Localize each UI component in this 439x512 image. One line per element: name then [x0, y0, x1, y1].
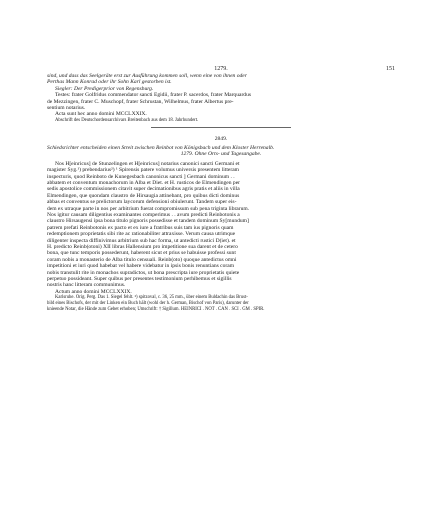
testes-line-1: Testes: frater Golfridus commendator sancti Egidii, frater P. sacerdos, frater Marquardus	[55, 92, 251, 99]
body-line-13: diligenter inspecta diffinivimus arbitrium sub hac forma, ut antedicti rustici D(iet). et	[47, 237, 236, 244]
carryover-line-1: sind, und dass das Seelgeräte erst zur Ausführung kommen soll, wenn eine von ihnen oder	[47, 73, 247, 79]
acta-line-2: Actum anno domini MCCLXXIX.	[55, 288, 132, 295]
body-line-11: patrem prefati Reinbotonis ex pacto et ex iure a fratribus suis tam ius pignoris quam	[47, 224, 234, 231]
acta-line-1: Acta sunt hec anno domini MCCLXXIX.	[55, 111, 147, 118]
body-line-2: magister Syg.¹) prebendarius²) ¹ Spirensis patere volumus universis presentem litteram	[47, 167, 239, 174]
source-note-1: Abschrift des Deutschordensarchivars Breitenbach aus dem 18. Jahrhundert.	[55, 117, 199, 123]
body-line-8: dem ex utraque parte in nos per arbitrium fuerat compromissum sub pena triginta librarum.	[47, 205, 250, 212]
body-line-15: bona, que tunc temporis possederunt, haberent sicut et prius se habuisse professi sunt	[47, 250, 236, 257]
body-line-6: Elmendingen, que quondam claustro de Hirsaugia attinebant, pro quibus dicti dominus	[47, 192, 240, 199]
source-note-2-line-3: knieende Notar, die Hände zum Gebet erhoben; Umschrift: † Sigillum. HEINRICI . NOT . CAN . SCI . GM . SPIR.	[47, 306, 265, 312]
body-line-16: coram nobis a monasterio de Alba titulo censuali. Reinb(oto) quoque antedictus omni	[47, 256, 237, 263]
document-number: 2849.	[214, 135, 228, 142]
source-note-2-line-2: bild eines Bischofs, der mit der Linken ein Buch hält (wohl der h. German, Bischof von Paris), darunter der	[47, 301, 249, 306]
body-line-5: sedis apostolice commissionem citavit super decimationibus agris pratis et aliis in villa	[47, 186, 240, 193]
page-number: 151	[386, 66, 395, 72]
body-line-20: nostris hanc litteram communimus.	[47, 282, 126, 289]
source-note-2-line-1: Karlsruhe. Orig. Perg. Das 1. Siegel fehlt. ²) spitzoval, c. 36, 25 mm., über einem Buldachin das Brust-	[55, 295, 248, 301]
summary-line-2: 1279. Ohne Orts- und Tagesangabe.	[180, 151, 262, 158]
siegler-line: Siegler: Der Predigerprior von Regensburg.	[55, 85, 154, 92]
body-line-17: impetitioni et iuri quod habebat vel habere videbatur in ipsis bonis renuntians coram	[47, 263, 235, 270]
body-line-4: abbatem et conventum monachorum in Alba et Diet. et H. rusticos de Elmendingen per	[47, 179, 241, 186]
body-line-12: redemptionem proprietatis sibi rite ac rationabiliter attraxisse. Verum causa utrimque	[47, 231, 236, 238]
testes-line-2: de Mezzingen, frater C. Muschopf, frater Schrustan, Wilhelmus, frater Albertus pre-	[47, 98, 234, 105]
summary-line-1: Schiedsrichter entscheiden einen Streit zwischen Reinbot von Königsbach und dem Kloster Herrenalb.	[47, 144, 275, 151]
body-line-1: Nos H[einricus] de Stunzelingen et H[einricus] notarius canonici sancti Germani et	[55, 160, 240, 167]
testes-line-3: sentium notarius.	[47, 105, 86, 112]
body-line-10: claustro Hirsaugensi ipsa bona titulo pignoris possedisse et tandem dominum Sy[mundum]	[47, 218, 249, 225]
header-year: 1279.	[214, 66, 228, 72]
body-line-3: inspecturis, quod Reinboto de Kunegesbach canonicus sancti ] Germani dominum . .	[47, 173, 235, 180]
body-line-18: nobis transtulit rite in monachos supradictos, ut bona prescripta iure proprietatis quiete	[47, 269, 240, 276]
body-line-19: perpetuo possideant. Super quibus per presentes testimonium perhibemus et sigillis	[47, 276, 232, 283]
page-body	[47, 73, 395, 312]
carryover-line-2: Perthas Mann Konrad oder ihr Sohn Karl gestorben ist.	[47, 79, 172, 86]
body-line-7: abbas et conventus se prelictorum laycorum defensioni obiulerunt. Tandem super eis-	[47, 199, 237, 206]
body-line-14: H. predicto Reinb(otoni) XII libras Hallensium pro impetitione sua darent et de cetero	[47, 244, 238, 251]
body-line-9: Nos igitur causam diligentius examinantes comperimus . . avum predicti Reinbotonis a	[47, 212, 240, 219]
